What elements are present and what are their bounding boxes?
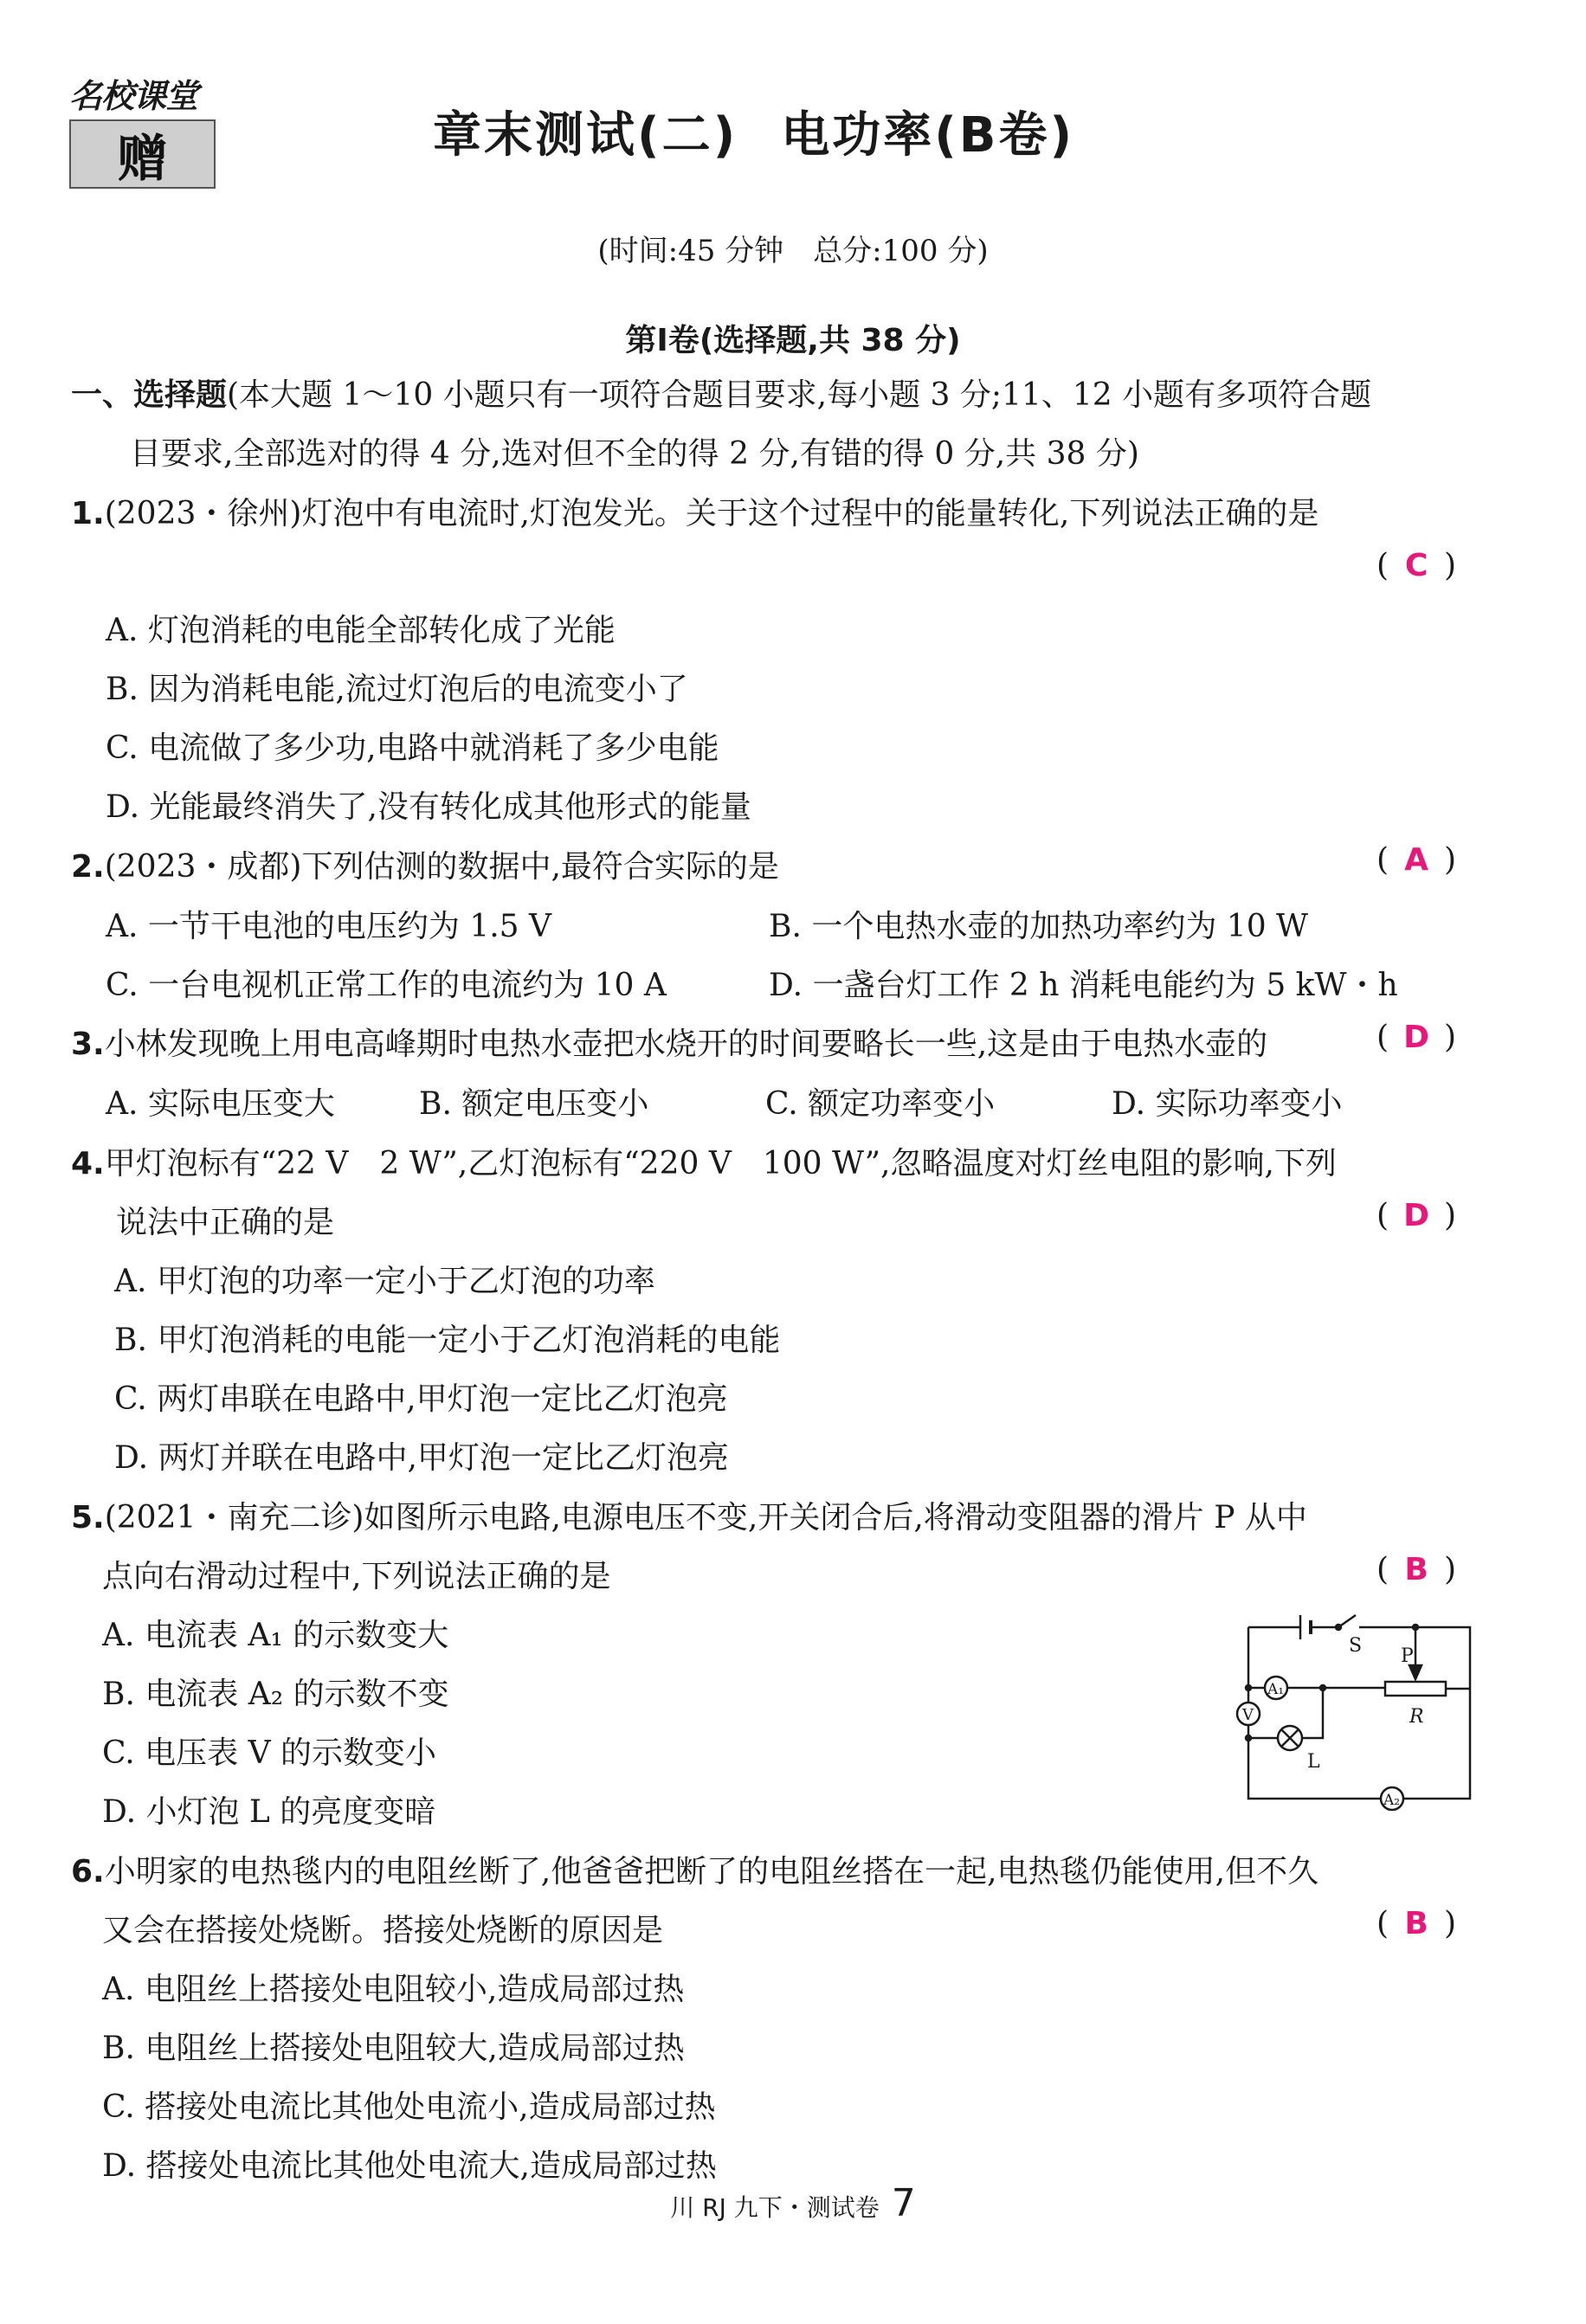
option: B. 甲灯泡消耗的电能一定小于乙灯泡消耗的电能 <box>114 1323 781 1358</box>
option: B. 电流表 A₂ 的示数不变 <box>102 1677 449 1712</box>
exam-meta: (时间:45 分钟 总分:100 分) <box>597 234 989 268</box>
label-ammeter-a2: A₂ <box>1383 1792 1401 1809</box>
section-heading: 第Ⅰ卷(选择题,共 38 分) <box>625 323 961 358</box>
question-4-stem <box>71 1139 1337 1183</box>
paren-open: ( <box>1376 1552 1389 1587</box>
option: D. 搭接处电流比其他处电流大,造成局部过热 <box>102 2148 717 2184</box>
paren-open: ( <box>1376 842 1389 878</box>
paren-open: ( <box>1376 548 1389 583</box>
slider-p-arrow <box>1409 1665 1422 1679</box>
answer-letter: B <box>1404 1906 1428 1941</box>
paren-close: ) <box>1444 1552 1457 1587</box>
circuit-diagram <box>1229 1610 1480 1818</box>
paren-close: ) <box>1444 842 1457 878</box>
paren-close: ) <box>1444 1020 1457 1055</box>
option: B. 额定电压变小 <box>419 1086 649 1122</box>
label-switch-s: S <box>1349 1635 1363 1657</box>
title-part1: 章末测试(二) <box>433 107 738 164</box>
option: B. 电阻丝上搭接处电阻较大,造成局部过热 <box>102 2031 685 2066</box>
answer-slot-3 <box>1376 1020 1456 1055</box>
option: A. 电流表 A₁ 的示数变大 <box>102 1618 449 1653</box>
question-6-stem <box>71 1847 1318 1891</box>
gift-badge: 赠 <box>69 119 216 189</box>
question-text: (2023・徐州)灯泡中有电流时,灯泡发光。关于这个过程中的能量转化,下列说法正确的是 <box>104 496 1319 531</box>
publisher-logo <box>69 76 225 197</box>
question-5-stem-cont: 点向右滑动过程中,下列说法正确的是 <box>102 1559 611 1594</box>
page-number: 7 <box>891 2181 916 2225</box>
question-3-stem <box>71 1020 1267 1064</box>
answer-letter: A <box>1404 842 1428 878</box>
question-number: 2. <box>71 849 105 885</box>
answer-slot-6 <box>1376 1906 1456 1941</box>
question-text: 小明家的电热毯内的电阻丝断了,他爸爸把断了的电阻丝搭在一起,电热毯仍能使用,但不久 <box>104 1854 1319 1889</box>
option: A. 灯泡消耗的电能全部转化成了光能 <box>106 613 616 648</box>
instructions-lead: 一、选择题 <box>71 377 228 413</box>
option: A. 电阻丝上搭接处电阻较小,造成局部过热 <box>102 1972 685 2007</box>
option: C. 一台电视机正常工作的电流约为 10 A <box>106 968 667 1003</box>
answer-slot-2 <box>1376 842 1456 878</box>
question-5-stem <box>71 1493 1307 1537</box>
instructions-text-1: (本大题 1～10 小题只有一项符合题目要求,每小题 3 分;11、12 小题有多项符合题 <box>227 377 1372 413</box>
junction-dot <box>1246 1685 1251 1690</box>
option: A. 甲灯泡的功率一定小于乙灯泡的功率 <box>114 1264 655 1299</box>
question-6-stem-cont: 又会在搭接处烧断。搭接处烧断的原因是 <box>102 1913 664 1948</box>
question-number: 1. <box>71 496 105 531</box>
question-text: (2021・南充二诊)如图所示电路,电源电压不变,开关闭合后,将滑动变阻器的滑片 P 从中 <box>104 1500 1307 1535</box>
option: C. 两灯串联在电路中,甲灯泡一定比乙灯泡亮 <box>114 1381 728 1417</box>
option: B. 一个电热水壶的加热功率约为 10 W <box>769 909 1309 944</box>
option: B. 因为消耗电能,流过灯泡后的电流变小了 <box>106 672 688 707</box>
question-number: 5. <box>71 1500 105 1535</box>
answer-letter: B <box>1404 1552 1428 1587</box>
instructions-line-2: 目要求,全部选对的得 4 分,选对但不全的得 2 分,有错的得 0 分,共 38 分) <box>130 436 1139 472</box>
instructions-line-1 <box>71 370 1371 415</box>
title-part2: 电功率(B卷) <box>781 107 1075 164</box>
answer-letter: D <box>1403 1198 1429 1233</box>
junction-dot <box>1413 1625 1418 1630</box>
question-2-stem <box>71 842 779 886</box>
paren-open: ( <box>1376 1198 1389 1233</box>
switch-blade <box>1338 1615 1356 1627</box>
label-ammeter-a1: A₁ <box>1267 1681 1285 1698</box>
option: D. 实际功率变小 <box>1112 1086 1343 1122</box>
answer-slot-1 <box>1376 548 1456 583</box>
question-number: 6. <box>71 1854 105 1889</box>
label-slider-p: P <box>1401 1645 1414 1667</box>
option: D. 一盏台灯工作 2 h 消耗电能约为 5 kW・h <box>769 968 1398 1003</box>
answer-letter: C <box>1404 548 1428 583</box>
question-number: 3. <box>71 1027 105 1062</box>
resistor-r-icon <box>1385 1682 1446 1696</box>
paren-close: ) <box>1444 1198 1457 1233</box>
answer-letter: D <box>1403 1020 1429 1055</box>
paren-close: ) <box>1444 1906 1457 1941</box>
junction-dot <box>1320 1685 1325 1690</box>
page-title <box>433 97 1074 166</box>
paren-open: ( <box>1376 1020 1389 1055</box>
option: D. 光能最终消失了,没有转化成其他形式的能量 <box>106 789 751 825</box>
paren-close: ) <box>1444 548 1457 583</box>
option: A. 实际电压变大 <box>106 1086 335 1122</box>
footer-text: 川 RJ 九下・测试卷 <box>670 2193 880 2222</box>
option: D. 小灯泡 L 的亮度变暗 <box>102 1794 436 1830</box>
question-number: 4. <box>71 1146 105 1181</box>
label-lamp-l: L <box>1307 1751 1320 1773</box>
question-1-stem <box>71 489 1318 533</box>
option: C. 额定功率变小 <box>765 1086 996 1122</box>
paren-open: ( <box>1376 1906 1389 1941</box>
question-text: 甲灯泡标有“22 V 2 W”,乙灯泡标有“220 V 100 W”,忽略温度对灯丝电阻的影响,下列 <box>104 1146 1337 1181</box>
option: D. 两灯并联在电路中,甲灯泡一定比乙灯泡亮 <box>114 1440 729 1476</box>
junction-dot <box>1246 1735 1251 1741</box>
answer-slot-5 <box>1376 1552 1456 1587</box>
page-footer <box>0 2181 1586 2225</box>
question-4-stem-cont: 说法中正确的是 <box>116 1205 335 1240</box>
label-voltmeter-v: V <box>1242 1706 1254 1724</box>
question-text: (2023・成都)下列估测的数据中,最符合实际的是 <box>104 849 779 885</box>
logo-text: 名校课堂 <box>69 77 198 115</box>
question-text: 小林发现晚上用电高峰期时电热水壶把水烧开的时间要略长一些,这是由于电热水壶的 <box>104 1027 1268 1062</box>
option: C. 电压表 V 的示数变小 <box>102 1735 437 1771</box>
option: A. 一节干电池的电压约为 1.5 V <box>106 909 552 944</box>
label-resistor-r: R <box>1409 1706 1424 1728</box>
option: C. 搭接处电流比其他处电流小,造成局部过热 <box>102 2089 716 2125</box>
answer-slot-4 <box>1376 1198 1456 1233</box>
option: C. 电流做了多少功,电路中就消耗了多少电能 <box>106 731 719 766</box>
